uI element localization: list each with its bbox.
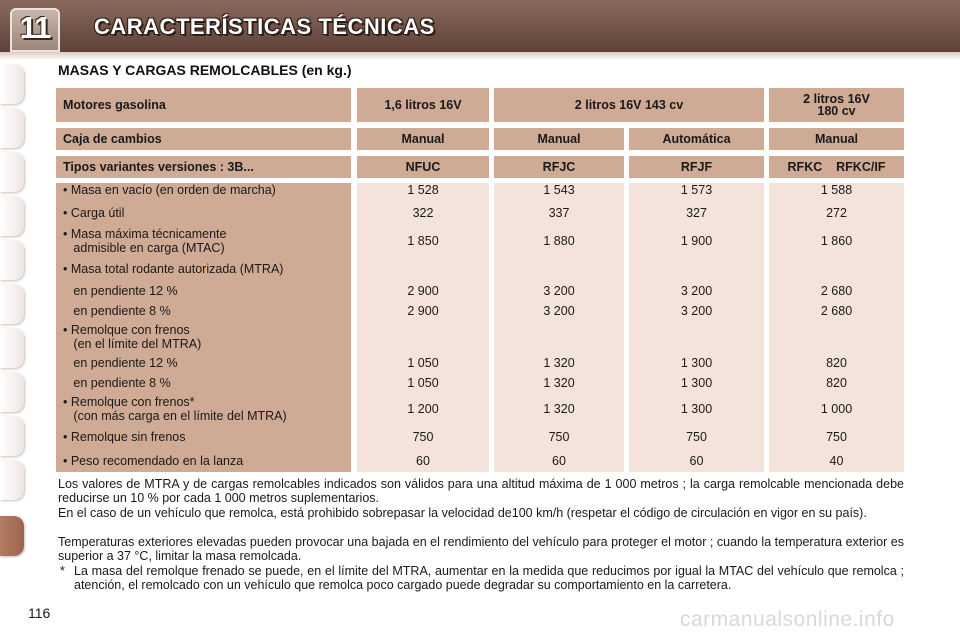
row-value: 60 — [416, 454, 430, 468]
paragraph-altitude: Los valores de MTRA y de cargas remolcables indicados son válidos para una altitud máxima de 1 000 metros ; la carga remolcable mencionada debe reducirse un 10 % por cada 1 000 metros suplementarios. — [58, 477, 904, 505]
row-value: 1 320 — [543, 356, 575, 370]
row-value: 1 300 — [680, 356, 713, 370]
row-value: 1 200 — [407, 402, 439, 416]
row-value: 1 860 — [820, 234, 853, 248]
row-value: 1 300 — [680, 376, 713, 390]
paragraph-speed: En el caso de un vehículo que remolca, está prohibido sobrepasar la velocidad de100 km/h (respetar el código de circulación en vigor en su país). — [58, 506, 867, 520]
row-value: 1 880 — [543, 234, 575, 248]
header-cell: RFKC RFKC/IF — [769, 156, 904, 178]
row-value: 3 200 — [543, 304, 575, 318]
row-label: en pendiente 12 % — [63, 356, 178, 370]
footnote-marker: * — [60, 564, 65, 578]
row-value: 1 543 — [543, 183, 575, 197]
row-value: 1 900 — [680, 234, 713, 248]
value-column — [629, 183, 764, 472]
row-value: 60 — [689, 454, 704, 468]
row-value: 2 900 — [407, 284, 439, 298]
row-value: 1 300 — [680, 402, 713, 416]
row-value: 750 — [826, 430, 847, 444]
row-value: 322 — [412, 206, 434, 220]
side-tab[interactable] — [0, 64, 24, 104]
header-cell: 2 litros 16V 143 cv — [494, 88, 764, 122]
row-label: • Remolque con frenos* (con más carga en el límite del MTRA) — [63, 395, 287, 423]
row-label: en pendiente 8 % — [63, 304, 171, 318]
header-cell: RFJC — [494, 156, 624, 178]
specs-table — [56, 88, 904, 472]
footnote — [58, 565, 904, 592]
row-value: 2 900 — [407, 304, 439, 318]
chapter-number: 11 — [19, 10, 51, 45]
row-label: • Masa total rodante autorizada (MTRA) — [63, 262, 284, 276]
row-value: 327 — [686, 206, 707, 220]
footnote-text: La masa del remolque frenado se puede, en el límite del MTRA, aumentar en la medida que reducimos por igual la MTAC del vehículo que remolca ; atención, el remolcado con un vehículo que remolca poco cargado puede degradar su comportamiento en la carretera. — [74, 564, 904, 592]
row-value: 1 320 — [543, 402, 575, 416]
side-tab[interactable] — [0, 460, 24, 500]
row-label: en pendiente 8 % — [63, 376, 171, 390]
header-cell: Manual — [357, 128, 489, 150]
banner-fade — [0, 52, 960, 60]
row-value: 1 050 — [407, 376, 439, 390]
row-label: • Remolque con frenos (en el límite del MTRA) — [63, 323, 202, 351]
value-column — [494, 183, 624, 472]
value-column — [357, 183, 489, 472]
paragraph-temperature: Temperaturas exteriores elevadas pueden provocar una bajada en el rendimiento del vehículo para proteger el motor ; cuando la temperatura exterior es superior a 37 °C, limitar la masa remolcada. — [58, 535, 904, 563]
row-value: 272 — [826, 206, 847, 220]
side-tab[interactable] — [0, 108, 24, 148]
row-value: 2 680 — [820, 304, 853, 318]
row-value: 337 — [548, 206, 570, 220]
row-value: 750 — [412, 430, 434, 444]
row-value: 820 — [826, 356, 847, 370]
row-value: 60 — [552, 454, 566, 468]
row-label: en pendiente 12 % — [63, 284, 178, 298]
side-tab[interactable] — [0, 284, 24, 324]
page-number: 116 — [28, 605, 51, 621]
row-value: 1 573 — [680, 183, 713, 197]
row-value: 1 320 — [543, 376, 575, 390]
row-value: 750 — [686, 430, 707, 444]
row-label: • Remolque sin frenos — [63, 430, 186, 444]
side-tab[interactable] — [0, 372, 24, 412]
row-label: • Peso recomendado en la lanza — [63, 454, 244, 468]
header-cell: Tipos variantes versiones : 3B... — [56, 156, 351, 178]
header-cell: RFJF — [629, 156, 764, 178]
row-value: 3 200 — [543, 284, 575, 298]
row-label: • Masa en vacío (en orden de marcha) — [63, 183, 276, 197]
header-cell: 1,6 litros 16V — [357, 88, 489, 122]
section-title: MASAS Y CARGAS REMOLCABLES (en kg.) — [58, 62, 352, 78]
header-cell: Manual — [494, 128, 624, 150]
row-label: • Masa máxima técnicamente admisible en carga (MTAC) — [63, 227, 227, 255]
header-cell: NFUC — [357, 156, 489, 178]
row-value: 1 850 — [407, 234, 439, 248]
side-tab[interactable] — [0, 328, 24, 368]
header-cell: Motores gasolina — [56, 88, 351, 122]
value-column — [769, 183, 904, 472]
header-cell: Manual — [769, 128, 904, 150]
header-cell: 2 litros 16V 180 cv — [769, 88, 904, 122]
side-tab[interactable] — [0, 240, 24, 280]
header-cell: Automática — [629, 128, 764, 150]
row-value: 1 588 — [820, 183, 853, 197]
side-tab-active[interactable] — [0, 516, 24, 556]
header-cell: Caja de cambios — [56, 128, 351, 150]
row-value: 3 200 — [680, 284, 713, 298]
row-value: 1 000 — [820, 402, 853, 416]
row-value: 2 680 — [820, 284, 853, 298]
row-label: • Carga útil — [63, 206, 125, 220]
side-tab[interactable] — [0, 152, 24, 192]
row-value: 820 — [826, 376, 847, 390]
row-value: 1 050 — [407, 356, 439, 370]
side-tab[interactable] — [0, 196, 24, 236]
chapter-title: CARACTERÍSTICAS TÉCNICAS — [94, 14, 435, 39]
row-value: 3 200 — [680, 304, 713, 318]
watermark: carmanualsonline.info — [680, 608, 895, 631]
row-value: 1 528 — [407, 183, 439, 197]
side-tab[interactable] — [0, 416, 24, 456]
row-value: 40 — [829, 454, 844, 468]
row-value: 750 — [548, 430, 570, 444]
